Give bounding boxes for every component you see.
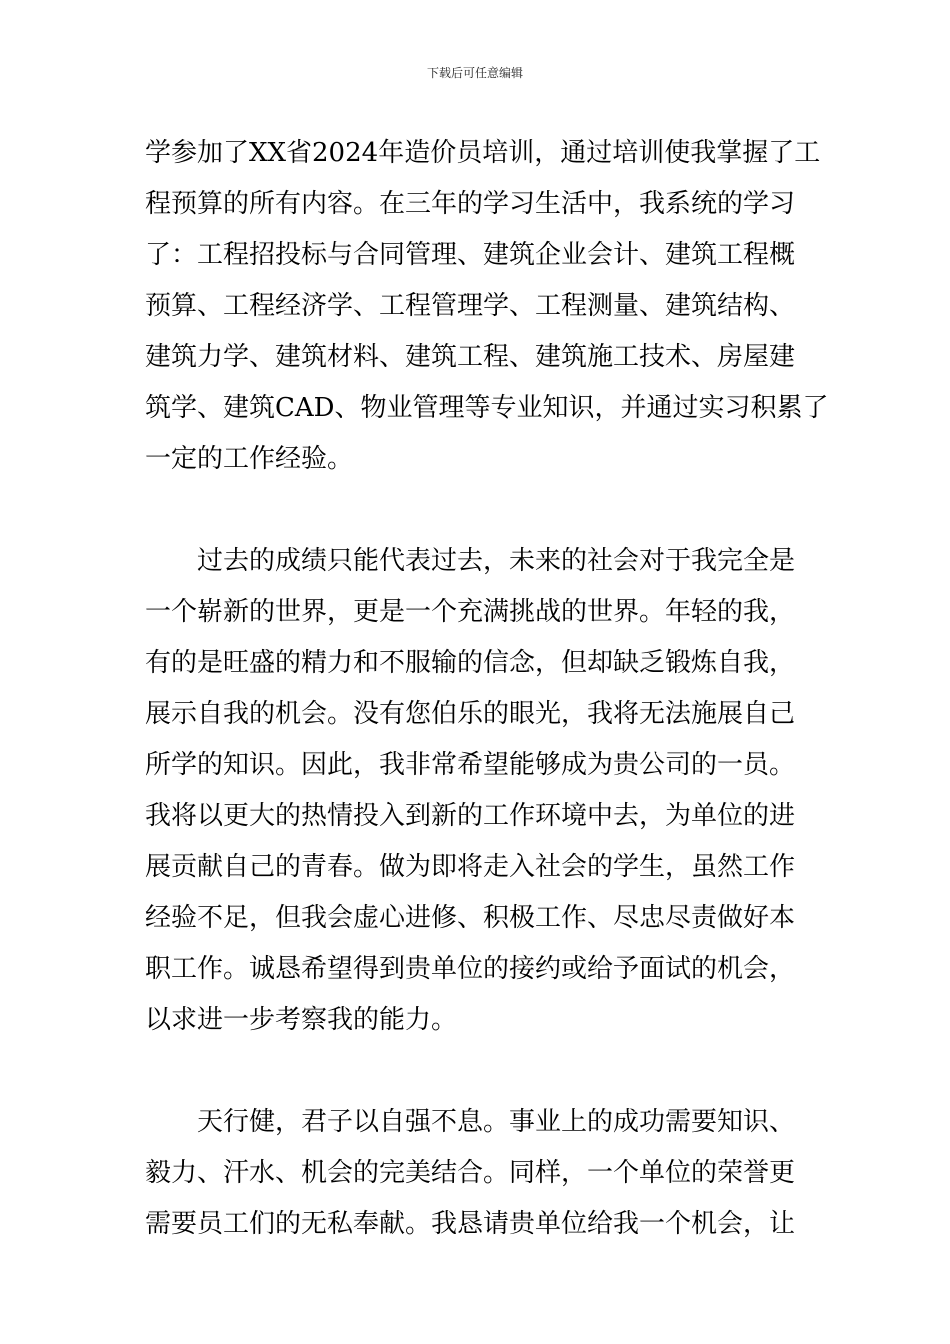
text-line: 一个崭新的世界，更是一个充满挑战的世界。年轻的我，: [145, 597, 796, 627]
text-line: 一定的工作经验。: [145, 444, 354, 474]
text-line: 需要员工们的无私奉献。我恳请贵单位给我一个机会，让: [145, 1209, 796, 1239]
text-line: 我将以更大的热情投入到新的工作环境中去，为单位的进: [145, 801, 796, 831]
text-line: 以求进一步考察我的能力。: [145, 1005, 458, 1035]
paragraph: [145, 128, 829, 485]
text-line: 展贡献自己的青春。做为即将走入社会的学生，虽然工作: [145, 852, 796, 882]
paragraph: [145, 1097, 805, 1250]
paragraph: [145, 536, 805, 1046]
text-line: 职工作。诚恳希望得到贵单位的接约或给予面试的机会，: [145, 954, 796, 984]
text-line: 所学的知识。因此，我非常希望能够成为贵公司的一员。: [145, 750, 796, 780]
text-line: 程预算的所有内容。在三年的学习生活中，我系统的学习: [145, 189, 796, 219]
text-line: 建筑力学、建筑材料、建筑工程、建筑施工技术、房屋建: [145, 342, 796, 372]
page-header: 下载后可任意编辑: [426, 66, 523, 80]
text-line: 过去的成绩只能代表过去，未来的社会对于我完全是: [197, 546, 796, 576]
text-line: 筑学、建筑CAD、物业管理等专业知识，并通过实习积累了: [145, 393, 829, 423]
text-line: 毅力、汗水、机会的完美结合。同样，一个单位的荣誉更: [145, 1158, 796, 1188]
text-line: 了：工程招投标与合同管理、建筑企业会计、建筑工程概: [145, 240, 796, 270]
text-line: 展示自我的机会。没有您伯乐的眼光，我将无法施展自己: [145, 699, 796, 729]
text-line: 学参加了XX省2024年造价员培训，通过培训使我掌握了工: [145, 138, 821, 168]
paragraph-gap: [145, 1046, 805, 1097]
text-line: 天行健，君子以自强不息。事业上的成功需要知识、: [197, 1107, 796, 1137]
text-line: 预算、工程经济学、工程管理学、工程测量、建筑结构、: [145, 291, 796, 321]
text-line: 有的是旺盛的精力和不服输的信念，但却缺乏锻炼自我，: [145, 648, 796, 678]
text-line: 经验不足，但我会虚心进修、积极工作、尽忠尽责做好本: [145, 903, 796, 933]
paragraph-gap: [145, 485, 805, 536]
document-body: [145, 128, 829, 1250]
